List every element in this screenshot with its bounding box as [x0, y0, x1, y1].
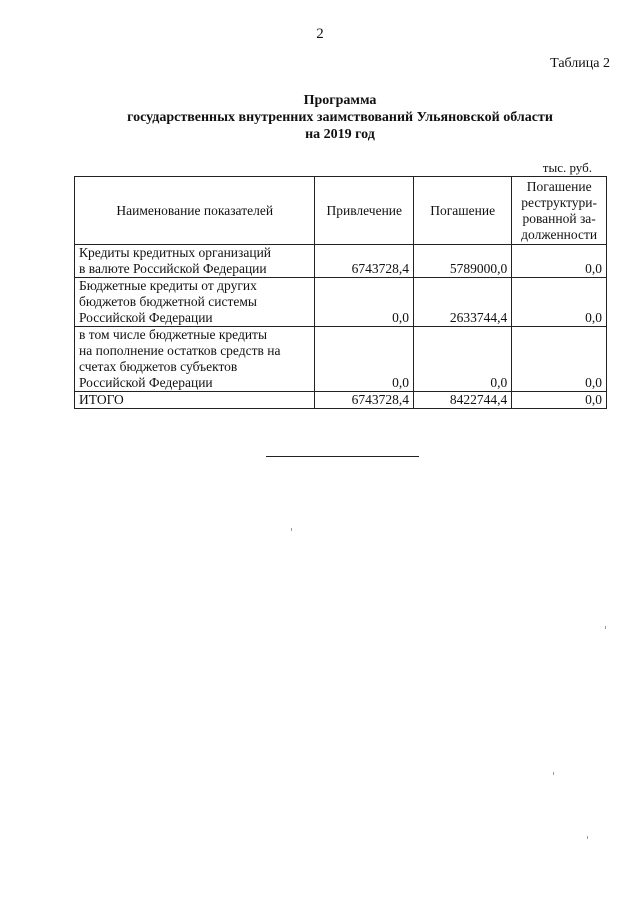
cell-repayment: 8422744,4	[414, 392, 512, 409]
row-name-line: Российской Федерации	[79, 310, 213, 325]
header-restructured	[512, 177, 607, 245]
row-name-line: в валюте Российской Федерации	[79, 261, 267, 276]
page-number: 2	[316, 26, 324, 42]
closing-rule	[266, 456, 419, 457]
table-row	[75, 278, 607, 327]
scan-speck	[291, 528, 292, 531]
row-name: ИТОГО	[75, 392, 315, 409]
cell-restructured: 0,0	[512, 327, 607, 392]
row-name-line: Российской Федерации	[79, 375, 213, 390]
cell-attraction: 0,0	[315, 327, 414, 392]
cell-repayment: 2633744,4	[414, 278, 512, 327]
document-title	[80, 92, 600, 143]
header-restructured-line: реструктури-	[521, 194, 598, 210]
cell-restructured: 0,0	[512, 278, 607, 327]
title-line-2: государственных внутренних заимствований Ульяновской области	[127, 110, 553, 125]
row-name-line: счетах бюджетов субъектов	[79, 359, 238, 374]
header-restructured-line: долженности	[521, 226, 598, 242]
cell-attraction: 6743728,4	[315, 245, 414, 278]
cell-restructured: 0,0	[512, 245, 607, 278]
header-restructured-line: рованной за-	[522, 210, 596, 226]
row-name-line: в том числе бюджетные кредиты	[79, 327, 268, 342]
table-header-row	[75, 177, 607, 245]
row-name	[75, 245, 315, 278]
borrowing-table	[74, 176, 607, 409]
row-name-line: на пополнение остатков средств на	[79, 343, 281, 358]
cell-restructured: 0,0	[512, 392, 607, 409]
header-repayment: Погашение	[414, 177, 512, 245]
header-restructured-line: Погашение	[526, 178, 592, 194]
cell-repayment: 5789000,0	[414, 245, 512, 278]
table-row	[75, 245, 607, 278]
scan-speck	[587, 836, 588, 839]
row-name-line: Бюджетные кредиты от других	[79, 278, 257, 293]
units-label: тыс. руб.	[542, 160, 592, 175]
title-line-3: на 2019 год	[305, 127, 375, 142]
cell-attraction: 6743728,4	[315, 392, 414, 409]
table-total-row	[75, 392, 607, 409]
title-line-1: Программа	[303, 93, 377, 108]
header-attraction: Привлечение	[315, 177, 414, 245]
cell-repayment: 0,0	[414, 327, 512, 392]
cell-attraction: 0,0	[315, 278, 414, 327]
scan-speck	[605, 626, 606, 629]
row-name-line: бюджетов бюджетной системы	[79, 294, 257, 309]
table-label: Таблица 2	[550, 56, 610, 71]
row-name-line: Кредиты кредитных организаций	[79, 245, 272, 260]
header-name: Наименование показателей	[75, 177, 315, 245]
scan-speck	[553, 772, 554, 775]
row-name	[75, 278, 315, 327]
row-name	[75, 327, 315, 392]
table-row	[75, 327, 607, 392]
